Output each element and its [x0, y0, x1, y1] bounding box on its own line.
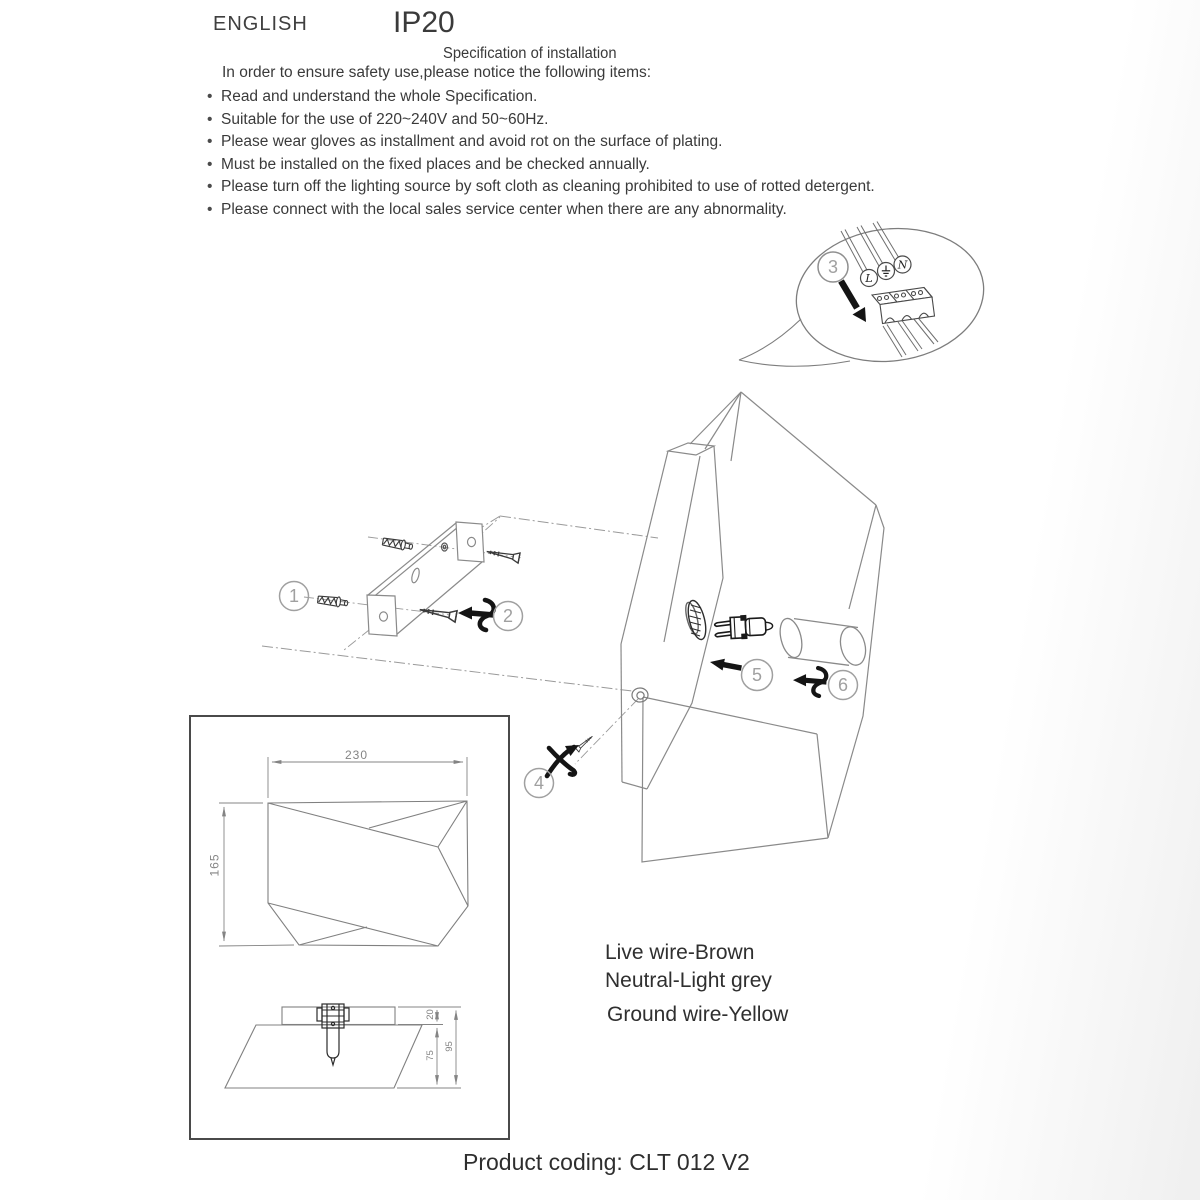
mounting-bracket [367, 522, 484, 636]
cross-rotation-arrow-icon [547, 745, 579, 776]
callout-2 [494, 602, 523, 631]
svg-text:6: 6 [837, 675, 849, 695]
dimension-height-label: 165 [207, 853, 222, 877]
bullet-icon: • [207, 155, 213, 173]
bullet-icon: • [207, 110, 213, 128]
bullet-text: Please connect with the local sales service center when there are any abnormality. [221, 200, 787, 218]
bracket-slot [410, 567, 420, 583]
halogen-bulb-icon [714, 614, 773, 639]
bullet-icon: • [207, 178, 213, 196]
ground-wire-color-label: Ground wire-Yellow [607, 1003, 789, 1026]
neutral-wire-color-label: Neutral-Light grey [605, 969, 772, 992]
page-title: Specification of installation [443, 45, 617, 62]
front-view [268, 801, 468, 946]
rotation-arrow-icon [793, 668, 826, 696]
intro-line: In order to ensure safety use,please notice the following items: [222, 64, 652, 81]
ip-rating: IP20 [393, 6, 455, 39]
live-wire-color-label: Live wire-Brown [605, 941, 755, 964]
terminal-block-icon [872, 288, 935, 324]
svg-text:1: 1 [288, 586, 300, 606]
callout-4 [525, 769, 554, 798]
bullet-text: Must be installed on the fixed places and be checked annually. [221, 155, 650, 173]
connect-arrow-icon [841, 281, 866, 322]
svg-text:3: 3 [827, 257, 839, 277]
svg-text:5: 5 [751, 665, 763, 685]
socket [683, 599, 709, 641]
live-terminal-label: L [865, 272, 873, 285]
glass-cylinder-icon [776, 616, 869, 668]
callout-6 [829, 671, 858, 700]
wall-anchor-icon [317, 594, 348, 608]
bullet-text: Read and understand the whole Specification. [221, 88, 538, 105]
callout-1 [280, 582, 309, 611]
inset-border [190, 716, 509, 1139]
svg-text:4: 4 [533, 773, 545, 793]
svg-text:2: 2 [502, 606, 514, 626]
screw-hole [632, 688, 648, 702]
bullet-icon: • [207, 133, 213, 151]
product-coding: Product coding: CLT 012 V2 [463, 1149, 750, 1175]
screw-icon [575, 734, 595, 752]
neutral-terminal-label: N [897, 258, 908, 272]
dimension-plate-depth-label: 20 [424, 1009, 436, 1020]
bullet-text: Suitable for the use of 220~240V and 50~60Hz. [221, 110, 549, 128]
callout-5 [742, 660, 773, 691]
fixture-body [621, 392, 884, 862]
language-label: ENGLISH [213, 13, 308, 35]
dimension-shade-depth-label: 75 [424, 1050, 436, 1061]
shade-top-edge [741, 392, 876, 505]
callout-3 [818, 252, 848, 282]
screw-icon [486, 547, 520, 564]
detail-balloon [739, 218, 991, 372]
shade-bottom-face [642, 697, 828, 862]
bottom-view-bulb [327, 1028, 339, 1065]
insert-arrow-icon [709, 656, 743, 674]
dimension-width-label: 230 [345, 748, 369, 762]
bullet-text: Please wear gloves as installment and avoid rot on the surface of plating. [221, 133, 723, 151]
bottom-view [225, 1007, 422, 1088]
rotation-arrow-icon [458, 600, 494, 630]
wall-anchor-icon [382, 536, 413, 551]
shade-front-fold [647, 446, 723, 789]
dimension-lines [219, 757, 467, 946]
bullet-text: Please turn off the lighting source by soft cloth as cleaning prohibited to use of rotted detergent. [221, 178, 875, 196]
dimension-inset [190, 716, 509, 1139]
bullet-icon: • [207, 88, 213, 105]
dimension-total-depth-label: 95 [443, 1041, 455, 1052]
bullet-icon: • [207, 200, 213, 218]
